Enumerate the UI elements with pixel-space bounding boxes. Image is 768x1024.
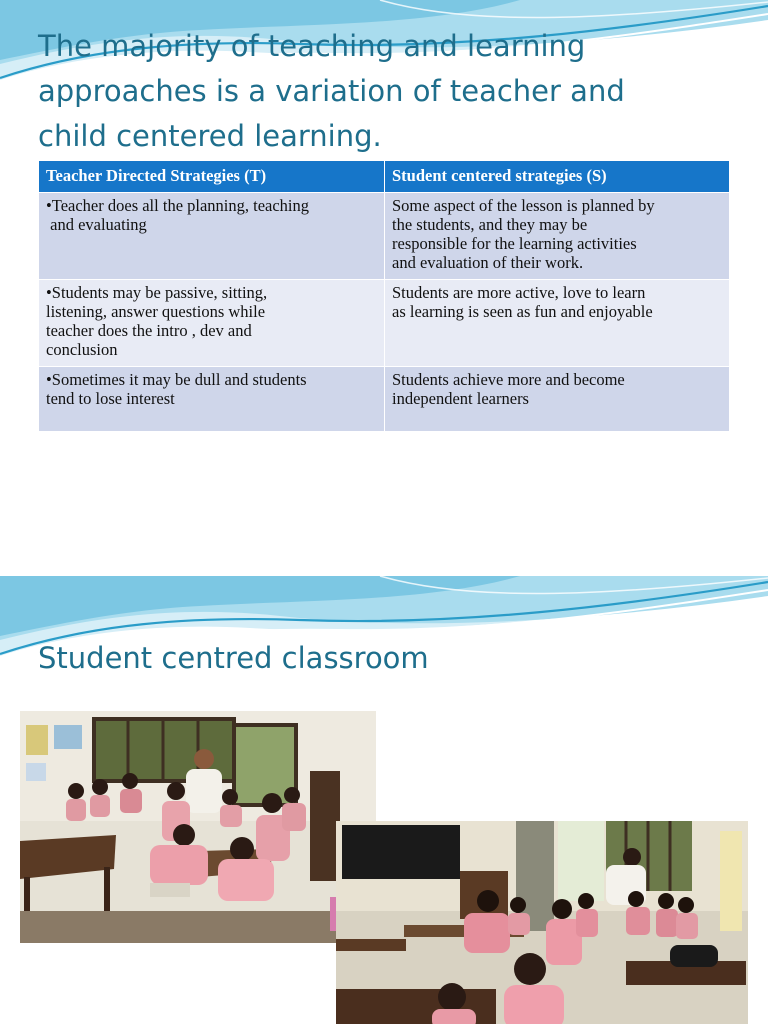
cell-line: •Sometimes it may be dull and students — [46, 370, 307, 389]
slide-title: Student centred classroom — [38, 641, 429, 675]
table-row — [39, 193, 730, 280]
cell-line: the students, and they may be — [392, 215, 588, 234]
cell-line: Students achieve more and become — [392, 370, 625, 389]
cell-line: •Students may be passive, sitting, — [46, 283, 268, 302]
cell-line: Students are more active, love to learn — [392, 283, 646, 302]
classroom-photo-teacher-with-group — [20, 711, 376, 943]
column-header-teacher: Teacher Directed Strategies (T) — [39, 161, 385, 193]
strategies-comparison-table — [38, 160, 730, 432]
cell-line: conclusion — [46, 340, 118, 359]
cell-line: teacher does the intro , dev and — [46, 321, 252, 340]
table-row — [39, 367, 730, 432]
column-header-student: Student centered strategies (S) — [385, 161, 730, 193]
cell-line: •Teacher does all the planning, teaching — [46, 196, 310, 215]
teacher-cell — [39, 367, 385, 432]
cell-line: listening, answer questions while — [46, 302, 266, 321]
student-cell — [385, 280, 730, 367]
cell-line: independent learners — [392, 389, 529, 408]
student-cell — [385, 367, 730, 432]
slide-title — [38, 24, 738, 159]
cell-line: as learning is seen as fun and enjoyable — [392, 302, 653, 321]
title-line: The majority of teaching and learning — [38, 29, 586, 63]
cell-line: responsible for the learning activities — [392, 234, 637, 253]
cell-line: Some aspect of the lesson is planned by — [392, 196, 655, 215]
student-cell — [385, 193, 730, 280]
slide-2 — [0, 576, 768, 1024]
table-row — [39, 280, 730, 367]
title-line: approaches is a variation of teacher and — [38, 74, 625, 108]
classroom-photo-students-at-desks — [336, 821, 748, 1024]
cell-line: and evaluating — [46, 215, 147, 234]
teacher-cell — [39, 193, 385, 280]
cell-line: tend to lose interest — [46, 389, 175, 408]
cell-line: and evaluation of their work. — [392, 253, 584, 272]
table-header-row — [39, 161, 730, 193]
teacher-cell — [39, 280, 385, 367]
title-line: child centered learning. — [38, 119, 382, 153]
